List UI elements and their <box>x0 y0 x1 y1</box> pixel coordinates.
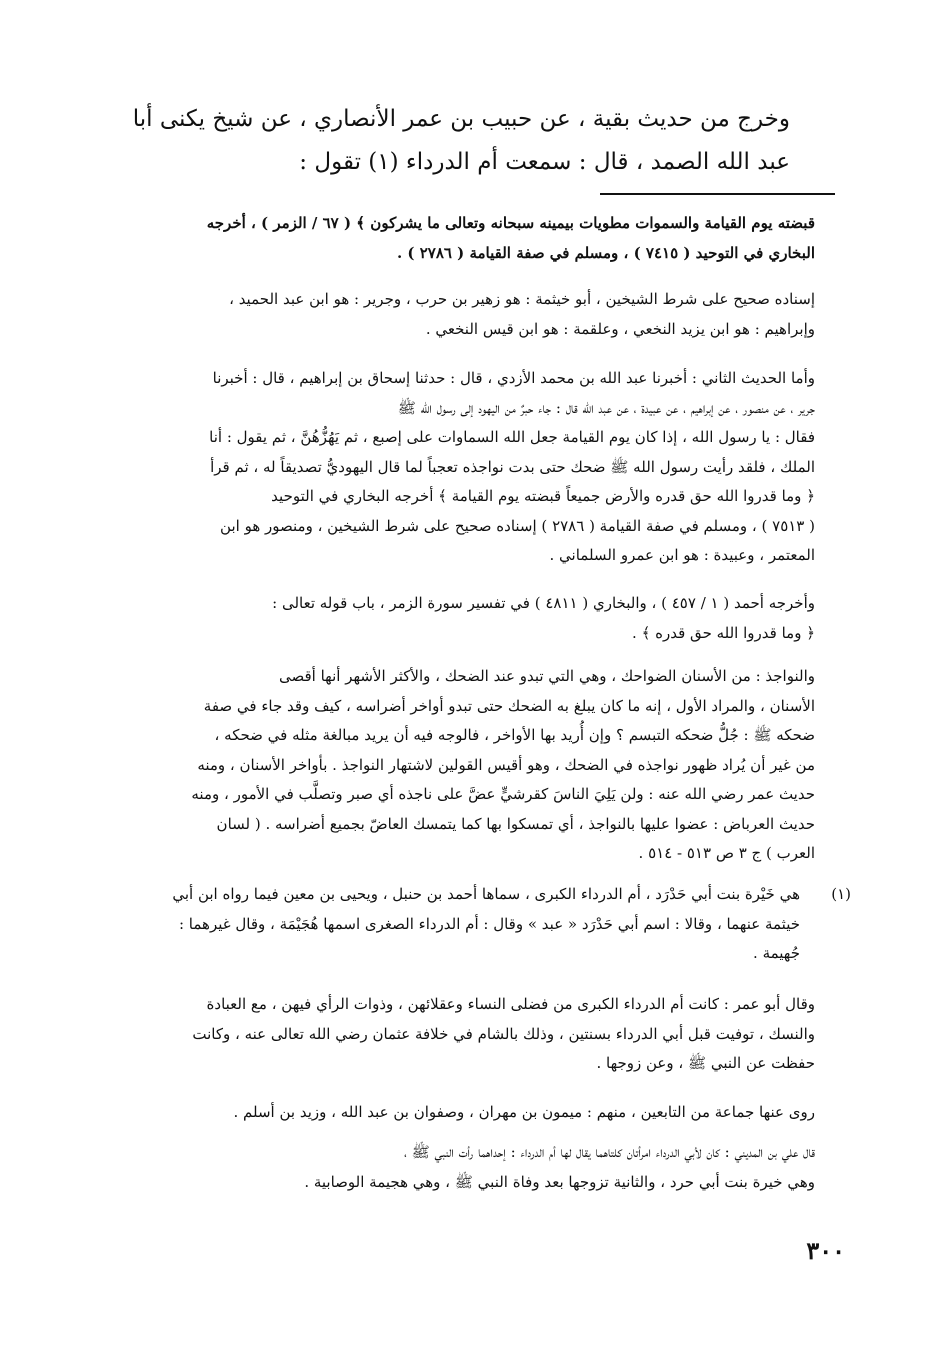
footnote-block-4: وأخرجه أحمد ( ١ / ٤٥٧ ) ، والبخاري ( ٤٨١١ ) في تفسير سورة الزمر ، باب قوله تعالى : ﴿ وما قدروا الله حق قدره ﴾ . <box>272 594 815 642</box>
page-number: ٣٠٠ <box>806 1236 845 1265</box>
main-paragraph: وخرج من حديث بقية ، عن حبيب بن عمر الأنصاري ، عن شيخ يكنى أبا عبد الله الصمد ، قال : سمعت أم الدرداء (١) تقول : <box>132 106 790 175</box>
footnote-separator <box>600 193 835 195</box>
footnote-note-1: هي خَيْرة بنت أبي حَدْرَد ، أم الدرداء الكبرى ، سماها أحمد بن حنبل ، ويحيى بن معين فيما رواه ابن أبي خيثمة عنهما ، وقالا : اسم أبي حَدْرَد « عبد » وقال : أم الدرداء الصغرى اسمها هُجَيْمَة ، وقال غيرهما : جُهيمة . <box>172 885 800 962</box>
footnote-block-5: والنواجذ : من الأسنان الضواحك ، وهي التي تبدو عند الضحك ، والأكثر الأشهر أنها أقصى الأسنان ، والمراد الأول ، إنه ما كان يبلغ به الضحك حتى تبدو أواخر أضراسه ، كيف وقد جاء في صفة ضحكه ﷺ : جُلُّ ضحكه التبسم ؟ وإن أُريد بها الأواخر ، فالوجه فيه أن يريد مبالغة مثله في ضحكه ، من غير أن يُراد ظهور نواجذه في الضحك ، وهو أقيس القولين لاشتهار النواجذ . بأواخر الأسنان ، ومنه حديث عمر رضي الله عنه : ولن يَلِيَ الناسَ كقرشيٍّ عضَّ على ناجذه أي صبر وتصلَّب في الأمور ، ومنه حديث العرباض : عضوا عليها بالنواجذ ، أي تمسكوا بها كما يتمسك العاضّ بجميع أضراسه . ( لسان العرب ) ج ٣ ص ٥١٣ - ٥١٤ . <box>191 667 815 862</box>
footnote-block-7: روى عنها جماعة من التابعين ، منهم : ميمون بن مهران ، وصفوان بن عبد الله ، وزيد بن أسلم . <box>233 1103 815 1121</box>
footnote-block-3: وأما الحديث الثاني : أخبرنا عبد الله بن محمد الأزدي ، قال : حدثنا إسحاق بن إبراهيم ، قال : أخبرنا جرير ، عن منصور ، عن إبراهيم ، عن عبيدة ، عن عبد الله قال : جاء حبرٌ من اليهود إلى رسول الله ﷺ فقال : يا رسول الله ، إذا كان يوم القيامة جعل الله السماوات على إصبع ، ثم يَهُزُّهُنَّ ، ثم يقول : أنا الملك ، فلقد رأيت رسول الله ﷺ ضحك حتى بدت نواجذه تعجباً لما قال اليهوديُّ تصديقاً له ، ثم قرأ ﴿ وما قدروا الله حق قدره والأرض جميعاً قبضته يوم القيامة ﴾ أخرجه البخاري في التوحيد ( ٧٥١٣ ) ، ومسلم في صفة القيامة ( ٢٧٨٦ ) إسناده صحيح على شرط الشيخين ، ومنصور هو ابن المعتمر ، وعبيدة : هو ابن عمرو السلماني . <box>209 369 815 564</box>
footnote-number: (١) <box>831 885 851 903</box>
footnote-block-6: وقال أبو عمر : كانت أم الدرداء الكبرى من فضلى النساء وعقلائهن ، وذوات الرأي فيهن ، مع العبادة والنسك ، توفيت قبل أبي الدرداء بسنتين ، وذلك بالشام في خلافة عثمان رضي الله تعالى عنه ، وكانت حفظت عن النبي ﷺ ، وعن زوجها . <box>192 995 815 1072</box>
footnote-block-8: قال علي بن المديني : كان لأبي الدرداء امرأتان كلتاهما يقال لها أم الدرداء : إحداهما رأت النبي ﷺ ، وهي خيرة بنت أبي حرد ، والثانية تزوجها بعد وفاة النبي ﷺ ، وهي هجيمة الوصابية . <box>304 1143 815 1191</box>
footnote-block-1: قبضته يوم القيامة والسموات مطويات بيمينه سبحانه وتعالى ما يشركون ﴾ ( ٦٧ / الزمر ) ، أخرجه البخاري في التوحيد ( ٧٤١٥ ) ، ومسلم في صفة القيامة ( ٢٧٨٦ ) . <box>206 214 815 262</box>
footnote-block-2: إسناده صحيح على شرط الشيخين ، أبو خيثمة : هو زهير بن حرب ، وجرير : هو ابن عبد الحميد ، وإبراهيم : هو ابن يزيد النخعي ، وعلقمة : هو ابن قيس النخعي . <box>229 290 815 338</box>
